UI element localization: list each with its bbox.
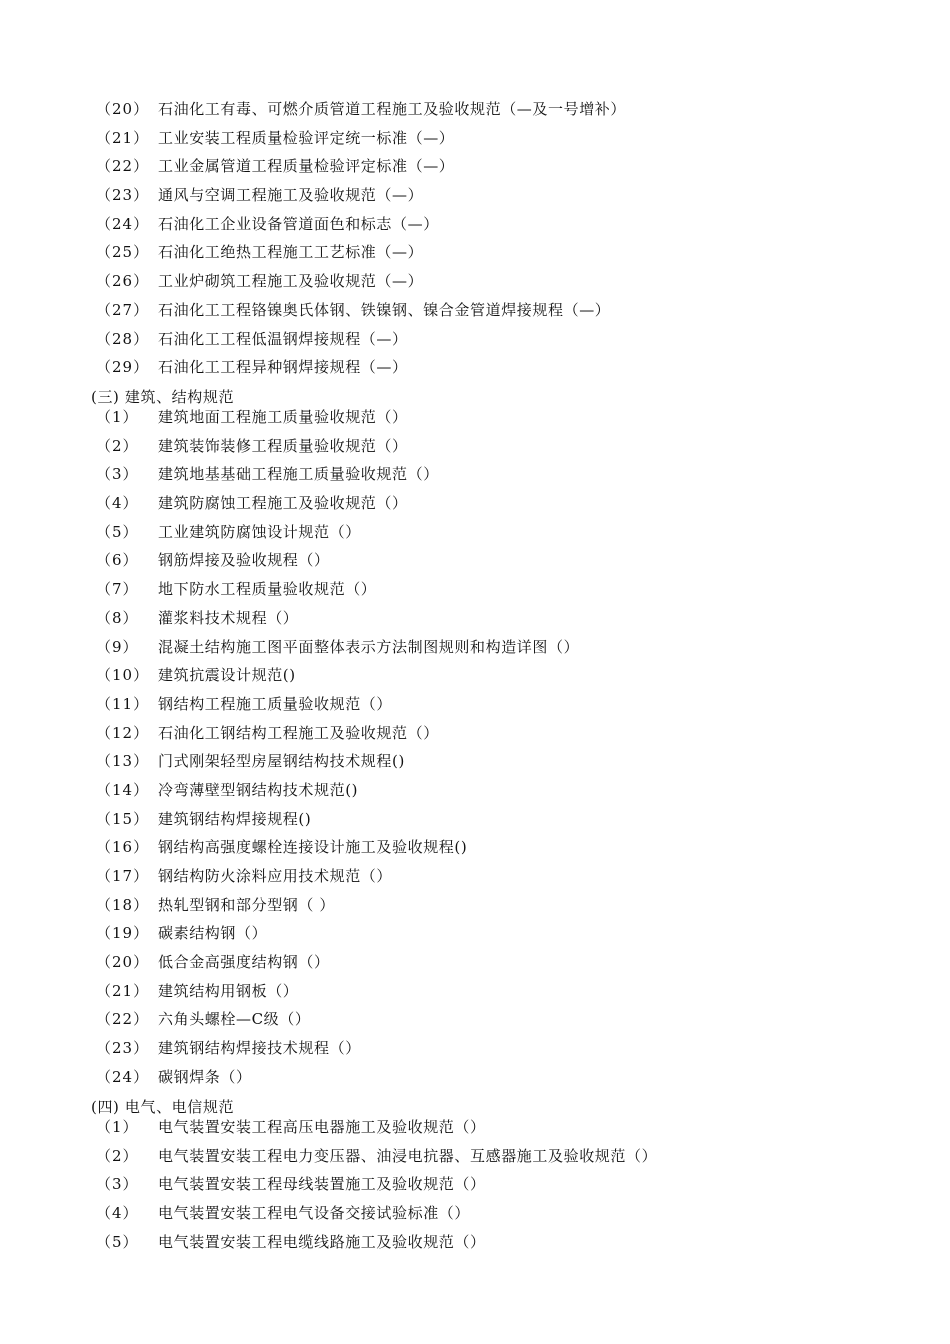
list-item — [0, 1063, 950, 1092]
item-title: 工业安装工程质量检验评定统一标准（—） — [158, 128, 455, 147]
item-number: （19） — [96, 924, 150, 943]
list-item — [0, 267, 950, 296]
section-heading-electrical: (四) 电气、电信规范 — [91, 1098, 235, 1116]
list-item — [0, 518, 950, 547]
item-title: 门式刚架轻型房屋钢结构技术规程() — [158, 752, 405, 771]
item-title: 电气装置安装工程电气设备交接试验标准（） — [158, 1204, 471, 1223]
list-item — [0, 747, 950, 776]
list-item — [0, 238, 950, 267]
item-number: （12） — [96, 723, 150, 742]
item-number: （14） — [96, 780, 150, 799]
item-title: 建筑钢结构焊接技术规程（） — [158, 1039, 361, 1058]
item-number: （18） — [96, 895, 150, 914]
list-item — [0, 181, 950, 210]
list-item — [0, 1113, 950, 1142]
list-item — [0, 325, 950, 354]
list-item — [0, 919, 950, 948]
item-number: （13） — [96, 752, 150, 771]
item-number: （21） — [96, 981, 150, 1000]
item-title: 低合金高强度结构钢（） — [158, 953, 330, 972]
list-item — [0, 977, 950, 1006]
item-number: （24） — [96, 1067, 150, 1086]
item-number: （25） — [96, 243, 150, 262]
item-title: 钢结构防火涂料应用技术规范（） — [158, 867, 393, 885]
item-title: 钢结构高强度螺栓连接设计施工及验收规程() — [158, 838, 468, 857]
item-number: （29） — [96, 358, 150, 377]
item-number: （22） — [96, 1010, 150, 1029]
list-item — [0, 633, 950, 662]
list-item — [0, 690, 950, 719]
item-title: 石油化工工程异种钢焊接规程（—） — [158, 358, 408, 377]
item-number: （1） — [96, 1118, 139, 1136]
item-number: （5） — [96, 1232, 139, 1251]
list-item — [0, 575, 950, 604]
list-item — [0, 1142, 950, 1171]
list-item — [0, 805, 950, 834]
item-title: 石油化工工程铬镍奥氏体钢、铁镍钢、镍合金管道焊接规程（—） — [158, 300, 611, 319]
list-item — [0, 1005, 950, 1034]
item-number: （28） — [96, 329, 150, 348]
item-number: （24） — [96, 214, 150, 233]
item-number: （6） — [96, 551, 139, 570]
list-item — [0, 210, 950, 239]
item-number: （1） — [96, 408, 139, 426]
list-item — [0, 124, 950, 153]
list-item — [0, 1199, 950, 1228]
item-number: （2） — [96, 436, 139, 455]
list-item — [0, 948, 950, 977]
item-title: 电气装置安装工程高压电器施工及验收规范（） — [158, 1118, 486, 1136]
item-number: （3） — [96, 1175, 139, 1194]
list-item — [0, 296, 950, 325]
item-number: （4） — [96, 494, 139, 513]
item-title: 建筑地基基础工程施工质量验收规范（） — [158, 465, 439, 484]
item-number: （26） — [96, 272, 150, 291]
item-title: 建筑结构用钢板（） — [158, 981, 299, 1000]
electrical-standards-list — [0, 1113, 950, 1256]
list-item — [0, 604, 950, 633]
item-number: （5） — [96, 522, 139, 541]
item-number: （9） — [96, 637, 139, 656]
item-title: 钢筋焊接及验收规程（） — [158, 551, 330, 570]
item-title: 建筑装饰装修工程质量验收规范（） — [158, 436, 408, 455]
item-title: 工业炉砌筑工程施工及验收规范（—） — [158, 272, 424, 291]
list-item — [0, 432, 950, 461]
item-title: 石油化工绝热工程施工工艺标准（—） — [158, 243, 424, 262]
item-title: 工业建筑防腐蚀设计规范（） — [158, 522, 361, 541]
item-title: 碳素结构钢（） — [158, 924, 268, 943]
item-title: 工业金属管道工程质量检验评定标准（—） — [158, 157, 455, 176]
list-item — [0, 719, 950, 748]
list-item — [0, 1228, 950, 1257]
list-item — [0, 403, 950, 432]
item-title: 建筑钢结构焊接规程() — [158, 809, 312, 828]
item-number: （16） — [96, 838, 150, 857]
item-title: 电气装置安装工程母线装置施工及验收规范（） — [158, 1175, 486, 1194]
item-title: 建筑防腐蚀工程施工及验收规范（） — [158, 494, 408, 513]
item-title: 灌浆料技术规程（） — [158, 608, 299, 627]
item-number: （10） — [96, 666, 150, 685]
item-number: （15） — [96, 809, 150, 828]
list-item — [0, 353, 950, 382]
list-item — [0, 891, 950, 920]
list-item — [0, 1170, 950, 1199]
item-number: （7） — [96, 580, 139, 599]
item-title: 冷弯薄壁型钢结构技术规范() — [158, 780, 359, 799]
list-item — [0, 95, 950, 124]
item-title: 六角头螺栓—C级（） — [158, 1010, 311, 1029]
item-number: （23） — [96, 1039, 150, 1058]
item-title: 石油化工有毒、可燃介质管道工程施工及验收规范（—及一号增补） — [158, 100, 627, 118]
list-item — [0, 546, 950, 575]
list-item — [0, 833, 950, 862]
item-title: 石油化工钢结构工程施工及验收规范（） — [158, 723, 439, 742]
item-title: 混凝土结构施工图平面整体表示方法制图规则和构造详图（） — [158, 637, 580, 656]
item-title: 热轧型钢和部分型钢（ ） — [158, 895, 335, 914]
item-number: （8） — [96, 608, 139, 627]
section-heading-building: (三) 建筑、结构规范 — [91, 388, 235, 406]
item-number: （4） — [96, 1204, 139, 1223]
list-item — [0, 1034, 950, 1063]
item-title: 建筑地面工程施工质量验收规范（） — [158, 408, 408, 426]
item-number: （2） — [96, 1146, 139, 1165]
item-number: （20） — [96, 100, 150, 118]
item-number: （3） — [96, 465, 139, 484]
item-title: 电气装置安装工程电力变压器、油浸电抗器、互感器施工及验收规范（） — [158, 1146, 658, 1165]
list-item — [0, 776, 950, 805]
item-number: （20） — [96, 953, 150, 972]
item-title: 碳钢焊条（） — [158, 1067, 252, 1086]
item-title: 地下防水工程质量验收规范（） — [158, 580, 377, 599]
item-title: 建筑抗震设计规范() — [158, 666, 296, 685]
item-title: 通风与空调工程施工及验收规范（—） — [158, 186, 424, 205]
item-title: 石油化工工程低温钢焊接规程（—） — [158, 329, 408, 348]
item-number: （27） — [96, 300, 150, 319]
item-number: （22） — [96, 157, 150, 176]
building-standards-list — [0, 403, 950, 1092]
list-item — [0, 489, 950, 518]
item-number: （23） — [96, 186, 150, 205]
item-title: 钢结构工程施工质量验收规范（） — [158, 694, 393, 713]
petrochem-standards-list — [0, 95, 950, 382]
item-number: （21） — [96, 128, 150, 147]
item-title: 电气装置安装工程电缆线路施工及验收规范（） — [158, 1232, 486, 1251]
list-item — [0, 460, 950, 489]
item-number: （17） — [96, 867, 150, 885]
item-number: （11） — [96, 694, 150, 713]
list-item — [0, 152, 950, 181]
list-item — [0, 862, 950, 891]
list-item — [0, 661, 950, 690]
item-title: 石油化工企业设备管道面色和标志（—） — [158, 214, 439, 233]
